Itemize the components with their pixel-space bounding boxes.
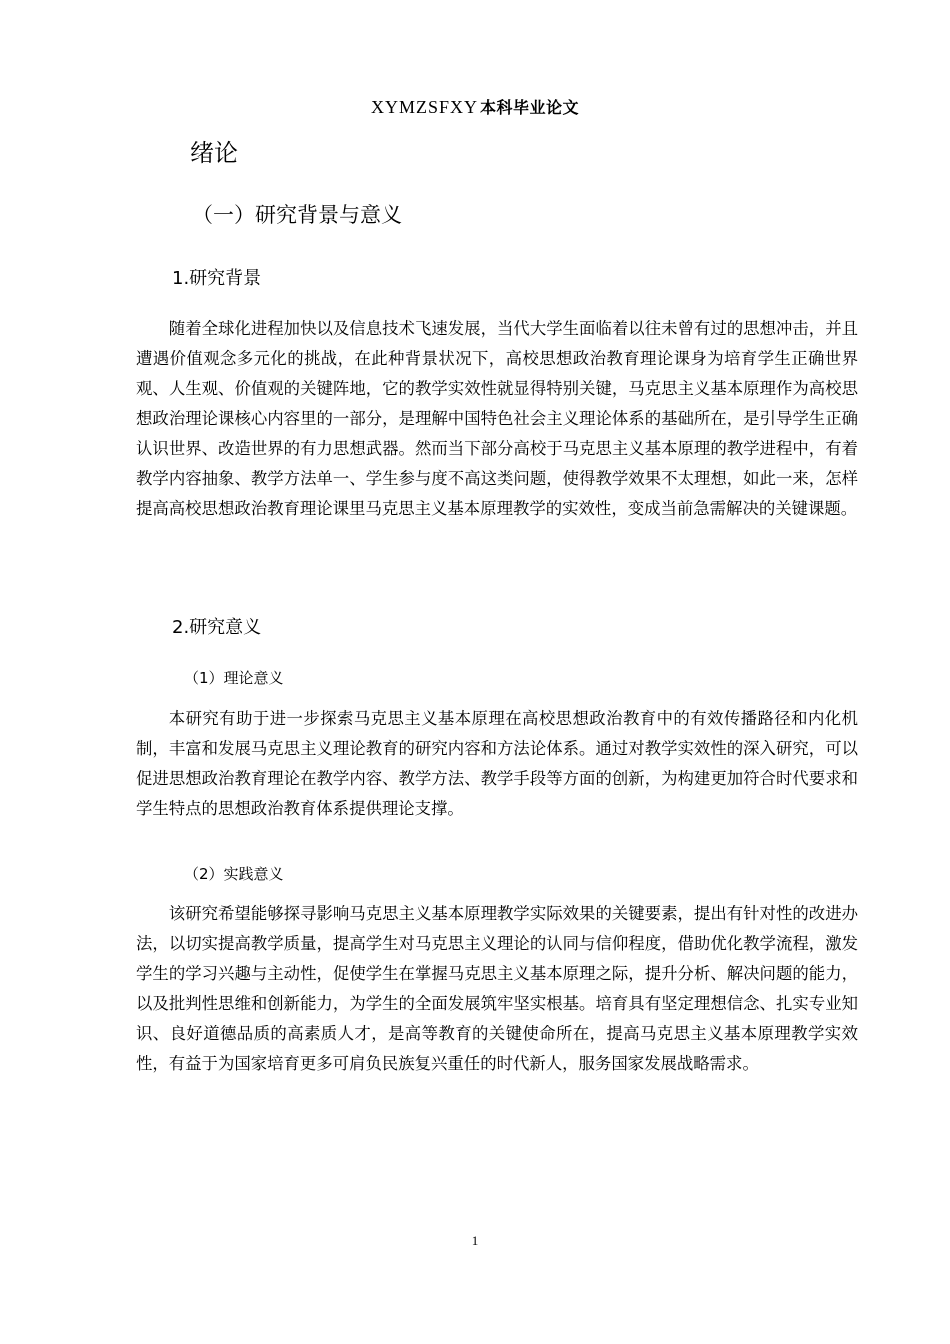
page-number: 1 (471, 1233, 479, 1248)
theory-significance-title: （1）理论意义 (184, 669, 284, 687)
running-header (135, 92, 815, 122)
section-title: （一）研究背景与意义 (192, 203, 402, 227)
theory-significance-paragraph: 本研究有助于进一步探索马克思主义基本原理在高校思想政治教育中的有效传播路径和内化机制，丰富和发展马克思主义理论教育的研究内容和方法论体系。通过对教学实效性的深入研究，可以促进思想政治教育理论在教学内容、教学方法、教学手段等方面的创新，为构建更加符合时代要求和学生特点的思想政治教育体系提供理论支撑。 (136, 709, 858, 818)
header-code: XYMZSFXY (370, 97, 478, 117)
practice-significance-title: （2）实践意义 (184, 865, 284, 883)
background-paragraph: 随着全球化进程加快以及信息技术飞速发展，当代大学生面临着以往未曾有过的思想冲击，并且遭遇价值观念多元化的挑战，在此种背景状况下，高校思想政治教育理论课身为培育学生正确世界观、人生观、价值观的关键阵地，它的教学实效性就显得特别关键，马克思主义基本原理作为高校思想政治理论课核心内容里的一部分，是理解中国特色社会主义理论体系的基础所在，是引导学生正确认识世界、改造世界的有力思想武器。然而当下部分高校于马克思主义基本原理的教学进程中，有着教学内容抽象、教学方法单一、学生参与度不高这类问题，使得教学效果不太理想，如此一来，怎样提高高校思想政治教育理论课里马克思主义基本原理教学的实效性，变成当前急需解决的关键课题。 (136, 319, 858, 518)
header-label: 本科毕业论文 (480, 98, 580, 117)
subsection-title-significance: 2.研究意义 (172, 617, 262, 638)
subsection-title-background: 1.研究背景 (172, 268, 262, 289)
chapter-title: 绪论 (190, 139, 238, 167)
practice-significance-paragraph: 该研究希望能够探寻影响马克思主义基本原理教学实际效果的关键要素，提出有针对性的改进办法，以切实提高教学质量，提高学生对马克思主义理论的认同与信仰程度，借助优化教学流程，激发学生的学习兴趣与主动性，促使学生在掌握马克思主义基本原理之际，提升分析、解决问题的能力，以及批判性思维和创新能力，为学生的全面发展筑牢坚实根基。培育具有坚定理想信念、扎实专业知识、良好道德品质的高素质人才，是高等教育的关键使命所在，提高马克思主义基本原理教学实效性，有益于为国家培育更多可肩负民族复兴重任的时代新人，服务国家发展战略需求。 (136, 904, 858, 1073)
